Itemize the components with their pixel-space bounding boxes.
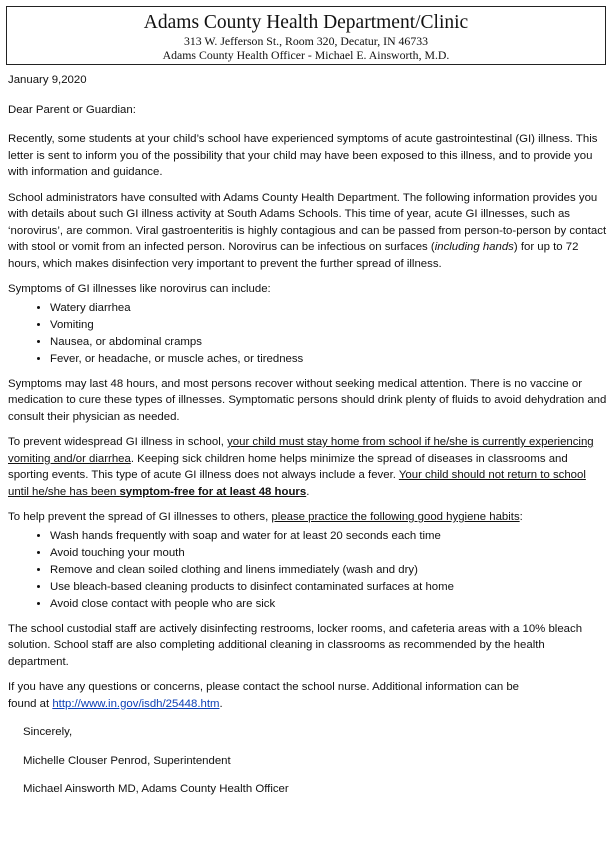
info-text: School administrators have consulted with Adams County Health Department. The following information provides you with details about such GI illness activity at South Adams Schools. This time of year, acute GI illnesses, such as ‘norovirus’, are common. Viral gastroenteritis is highly contagious and can be passed from person-to-person by contact with stool or vomit from an infected person. Norovirus can be infectious on surfaces ( bbox=[8, 191, 607, 253]
letter-body bbox=[8, 72, 608, 810]
letterhead-address: 313 W. Jefferson St., Room 320, Decatur, IN 46733 bbox=[183, 34, 429, 48]
letter-date: January 9,2020 bbox=[8, 74, 87, 86]
list-item: • Remove and clean soiled clothing and linens immediately (wash and dry) bbox=[50, 562, 608, 579]
info-link[interactable]: http://www.in.gov/isdh/25448.htm bbox=[52, 697, 220, 710]
salutation: Dear Parent or Guardian: bbox=[8, 103, 136, 116]
hygiene-habits-heading: please practice the following good hygiene habits bbox=[271, 511, 520, 523]
signature-block bbox=[23, 724, 608, 798]
prevent-lead: To prevent widespread GI illness in school, bbox=[8, 436, 228, 448]
duration-paragraph: Symptoms may last 48 hours, and most persons recover without seeking medical attention. There is no vaccine or medication to cure these types of illnesses. Symptomatic persons should drink plenty of fluids to avoid dehydration and consult their physician as needed. bbox=[8, 377, 607, 423]
contact-lead: If you have any questions or concerns, please contact the school nurse. Additional information can be found at bbox=[8, 681, 519, 710]
prevent-end: . bbox=[306, 485, 310, 498]
info-paragraph bbox=[8, 190, 608, 273]
list-item: • Avoid touching your mouth bbox=[50, 545, 608, 562]
hygiene-end: : bbox=[519, 511, 523, 523]
prevent-paragraph bbox=[8, 434, 608, 500]
list-item: • Nausea, or abdominal cramps bbox=[50, 334, 608, 351]
list-item: • Vomiting bbox=[50, 317, 608, 334]
custodial-paragraph: The school custodial staff are actively disinfecting restrooms, locker rooms, and cafeteria areas with a 10% bleach solution. School staff are also completing additional cleaning in classrooms as recommended by the health department. bbox=[8, 622, 583, 668]
habits-list bbox=[8, 528, 608, 613]
prevent-middle: . Keeping sick children home helps minimize the spread of diseases in classrooms and sporting events. This type of acute GI illness does not always include a fever. bbox=[8, 452, 568, 481]
intro-paragraph: Recently, some students at your child’s school have experienced symptoms of acute gastrointestinal (GI) illness. This letter is sent to inform you of the possibility that your child may have been exposed to this illness, and to provide you with information and guidance. bbox=[8, 133, 598, 178]
hygiene-intro bbox=[8, 509, 608, 526]
closing: Sincerely, bbox=[23, 726, 73, 738]
list-item: • Fever, or headache, or muscle aches, or tiredness bbox=[50, 351, 608, 368]
contact-end: . bbox=[219, 697, 223, 710]
signer-superintendent: Michelle Clouser Penrod, Superintendent bbox=[23, 754, 231, 767]
letterhead-title: Adams County Health Department/Clinic bbox=[143, 12, 469, 33]
return-lead: Your child should not return to school until he/she has been bbox=[8, 469, 586, 498]
return-requirement: symptom-free for at least 48 hours bbox=[119, 485, 307, 498]
list-item: • Wash hands frequently with soap and water for at least 20 seconds each time bbox=[50, 528, 608, 545]
info-italic: including hands bbox=[434, 241, 514, 253]
signer-health-officer: Michael Ainsworth MD, Adams County Health Officer bbox=[23, 783, 289, 795]
list-item: • Avoid close contact with people who are sick bbox=[50, 596, 608, 613]
symptoms-list bbox=[8, 300, 608, 368]
letterhead-officer: Adams County Health Officer - Michael E. Ainsworth, M.D. bbox=[162, 48, 450, 62]
list-item: • Use bleach-based cleaning products to disinfect contaminated surfaces at home bbox=[50, 579, 608, 596]
letterhead bbox=[6, 6, 606, 65]
contact-paragraph bbox=[8, 679, 533, 712]
list-item: • Watery diarrhea bbox=[50, 300, 608, 317]
stay-home-notice: your child must stay home from school if he/she is currently experiencing vomiting and/or diarrhea bbox=[8, 436, 594, 465]
hygiene-lead: To help prevent the spread of GI illnesses to others, bbox=[8, 511, 272, 523]
symptoms-intro: Symptoms of GI illnesses like norovirus can include: bbox=[8, 283, 271, 295]
info-text-end: ) for up to 72 hours, which makes disinfection very important to prevent the further spread of illness. bbox=[8, 241, 579, 270]
